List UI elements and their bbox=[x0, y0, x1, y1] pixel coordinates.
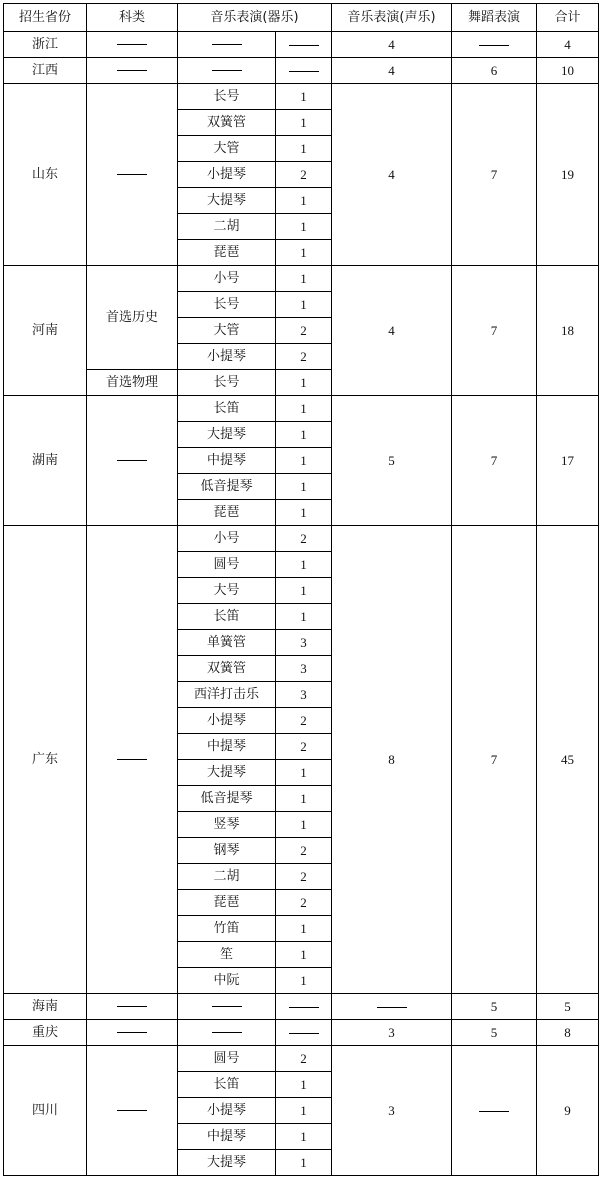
category-cell bbox=[87, 1020, 178, 1046]
dash-placeholder bbox=[117, 1032, 147, 1033]
table-body bbox=[4, 32, 599, 1176]
instrument-count-cell bbox=[276, 1020, 332, 1046]
total-cell: 10 bbox=[537, 58, 599, 84]
instrument-count-cell: 1 bbox=[276, 370, 332, 396]
dash-placeholder bbox=[289, 45, 319, 46]
table-row bbox=[4, 1046, 599, 1072]
instrument-cell: 大提琴 bbox=[178, 188, 276, 214]
instrument-cell: 小提琴 bbox=[178, 708, 276, 734]
instrument-cell: 大号 bbox=[178, 578, 276, 604]
instrument-cell: 中提琴 bbox=[178, 734, 276, 760]
header-dance: 舞蹈表演 bbox=[452, 4, 537, 32]
instrument-count-cell: 1 bbox=[276, 110, 332, 136]
instrument-count-cell: 2 bbox=[276, 1046, 332, 1072]
dance-cell: 5 bbox=[452, 1020, 537, 1046]
province-cell: 海南 bbox=[4, 994, 87, 1020]
instrument-count-cell: 1 bbox=[276, 1072, 332, 1098]
instrument-count-cell: 1 bbox=[276, 1124, 332, 1150]
total-cell: 18 bbox=[537, 266, 599, 396]
dance-cell bbox=[452, 1046, 537, 1176]
instrument-count-cell: 2 bbox=[276, 318, 332, 344]
instrument-cell: 竖琴 bbox=[178, 812, 276, 838]
instrument-count-cell bbox=[276, 32, 332, 58]
instrument-cell: 竹笛 bbox=[178, 916, 276, 942]
instrument-cell: 大管 bbox=[178, 136, 276, 162]
dance-cell: 7 bbox=[452, 266, 537, 396]
instrument-count-cell: 1 bbox=[276, 760, 332, 786]
header-total: 合计 bbox=[537, 4, 599, 32]
instrument-cell: 低音提琴 bbox=[178, 786, 276, 812]
instrument-cell: 二胡 bbox=[178, 214, 276, 240]
header-category: 科类 bbox=[87, 4, 178, 32]
dash-placeholder bbox=[212, 1006, 242, 1007]
instrument-count-cell: 1 bbox=[276, 942, 332, 968]
instrument-cell: 双簧管 bbox=[178, 110, 276, 136]
instrument-cell: 中阮 bbox=[178, 968, 276, 994]
instrument-count-cell: 1 bbox=[276, 292, 332, 318]
instrument-count-cell: 1 bbox=[276, 1150, 332, 1176]
instrument-cell: 小提琴 bbox=[178, 1098, 276, 1124]
category-cell bbox=[87, 32, 178, 58]
enrollment-quota-table bbox=[3, 3, 599, 1176]
instrument-count-cell: 1 bbox=[276, 188, 332, 214]
instrument-cell: 笙 bbox=[178, 942, 276, 968]
dash-placeholder bbox=[212, 44, 242, 45]
instrument-count-cell bbox=[276, 58, 332, 84]
vocal-cell: 4 bbox=[332, 84, 452, 266]
province-cell: 湖南 bbox=[4, 396, 87, 526]
dash-placeholder bbox=[117, 1006, 147, 1007]
header-province: 招生省份 bbox=[4, 4, 87, 32]
dash-placeholder bbox=[117, 460, 147, 461]
instrument-count-cell: 1 bbox=[276, 578, 332, 604]
dash-placeholder bbox=[479, 45, 509, 46]
table-row bbox=[4, 266, 599, 292]
instrument-cell: 长号 bbox=[178, 84, 276, 110]
province-cell: 浙江 bbox=[4, 32, 87, 58]
instrument-cell: 长号 bbox=[178, 370, 276, 396]
instrument-count-cell: 2 bbox=[276, 526, 332, 552]
instrument-cell: 低音提琴 bbox=[178, 474, 276, 500]
instrument-count-cell: 1 bbox=[276, 448, 332, 474]
header-instrumental: 音乐表演(器乐) bbox=[178, 4, 332, 32]
dash-placeholder bbox=[117, 44, 147, 45]
instrument-count-cell: 1 bbox=[276, 812, 332, 838]
dash-placeholder bbox=[479, 1111, 509, 1112]
table-row bbox=[4, 32, 599, 58]
instrument-count-cell: 2 bbox=[276, 890, 332, 916]
table-row bbox=[4, 994, 599, 1020]
instrument-count-cell: 3 bbox=[276, 682, 332, 708]
province-cell: 广东 bbox=[4, 526, 87, 994]
category-cell bbox=[87, 58, 178, 84]
instrument-cell bbox=[178, 32, 276, 58]
instrument-count-cell: 2 bbox=[276, 838, 332, 864]
instrument-count-cell: 1 bbox=[276, 214, 332, 240]
instrument-cell: 大提琴 bbox=[178, 422, 276, 448]
header-vocal: 音乐表演(声乐) bbox=[332, 4, 452, 32]
instrument-count-cell: 1 bbox=[276, 604, 332, 630]
instrument-count-cell: 3 bbox=[276, 656, 332, 682]
province-cell: 四川 bbox=[4, 1046, 87, 1176]
instrument-cell: 中提琴 bbox=[178, 1124, 276, 1150]
dash-placeholder bbox=[289, 71, 319, 72]
instrument-cell: 大提琴 bbox=[178, 760, 276, 786]
instrument-count-cell: 1 bbox=[276, 136, 332, 162]
instrument-cell: 长笛 bbox=[178, 1072, 276, 1098]
instrument-count-cell: 2 bbox=[276, 734, 332, 760]
instrument-count-cell: 3 bbox=[276, 630, 332, 656]
instrument-cell: 长笛 bbox=[178, 604, 276, 630]
province-cell: 山东 bbox=[4, 84, 87, 266]
total-cell: 8 bbox=[537, 1020, 599, 1046]
instrument-count-cell bbox=[276, 994, 332, 1020]
total-cell: 9 bbox=[537, 1046, 599, 1176]
dash-placeholder bbox=[212, 70, 242, 71]
vocal-cell: 3 bbox=[332, 1046, 452, 1176]
instrument-cell: 琵琶 bbox=[178, 500, 276, 526]
vocal-cell bbox=[332, 994, 452, 1020]
dash-placeholder bbox=[377, 1007, 407, 1008]
category-cell: 首选历史 bbox=[87, 266, 178, 370]
dash-placeholder bbox=[212, 1032, 242, 1033]
instrument-cell: 钢琴 bbox=[178, 838, 276, 864]
vocal-cell: 3 bbox=[332, 1020, 452, 1046]
vocal-cell: 5 bbox=[332, 396, 452, 526]
vocal-cell: 4 bbox=[332, 266, 452, 396]
category-cell bbox=[87, 526, 178, 994]
instrument-cell: 小号 bbox=[178, 526, 276, 552]
instrument-cell: 圆号 bbox=[178, 1046, 276, 1072]
instrument-cell: 大提琴 bbox=[178, 1150, 276, 1176]
category-cell bbox=[87, 994, 178, 1020]
instrument-count-cell: 1 bbox=[276, 474, 332, 500]
dash-placeholder bbox=[117, 174, 147, 175]
instrument-cell: 小提琴 bbox=[178, 344, 276, 370]
total-cell: 17 bbox=[537, 396, 599, 526]
instrument-cell: 小提琴 bbox=[178, 162, 276, 188]
instrument-count-cell: 2 bbox=[276, 162, 332, 188]
vocal-cell: 4 bbox=[332, 32, 452, 58]
instrument-count-cell: 1 bbox=[276, 552, 332, 578]
total-cell: 4 bbox=[537, 32, 599, 58]
dance-cell: 6 bbox=[452, 58, 537, 84]
instrument-count-cell: 1 bbox=[276, 84, 332, 110]
instrument-count-cell: 1 bbox=[276, 396, 332, 422]
dash-placeholder bbox=[117, 1110, 147, 1111]
category-cell bbox=[87, 84, 178, 266]
category-cell: 首选物理 bbox=[87, 370, 178, 396]
total-cell: 5 bbox=[537, 994, 599, 1020]
instrument-count-cell: 2 bbox=[276, 864, 332, 890]
instrument-cell: 双簧管 bbox=[178, 656, 276, 682]
dance-cell: 7 bbox=[452, 526, 537, 994]
table-row bbox=[4, 84, 599, 110]
instrument-cell: 单簧管 bbox=[178, 630, 276, 656]
dash-placeholder bbox=[289, 1007, 319, 1008]
instrument-cell: 长号 bbox=[178, 292, 276, 318]
dash-placeholder bbox=[117, 759, 147, 760]
province-cell: 江西 bbox=[4, 58, 87, 84]
instrument-count-cell: 2 bbox=[276, 344, 332, 370]
dance-cell bbox=[452, 32, 537, 58]
category-cell bbox=[87, 1046, 178, 1176]
table-row bbox=[4, 526, 599, 552]
instrument-cell: 琵琶 bbox=[178, 240, 276, 266]
instrument-cell: 圆号 bbox=[178, 552, 276, 578]
instrument-cell: 二胡 bbox=[178, 864, 276, 890]
vocal-cell: 8 bbox=[332, 526, 452, 994]
instrument-cell: 中提琴 bbox=[178, 448, 276, 474]
instrument-cell: 大管 bbox=[178, 318, 276, 344]
instrument-count-cell: 1 bbox=[276, 1098, 332, 1124]
instrument-cell bbox=[178, 1020, 276, 1046]
instrument-count-cell: 2 bbox=[276, 708, 332, 734]
instrument-count-cell: 1 bbox=[276, 916, 332, 942]
vocal-cell: 4 bbox=[332, 58, 452, 84]
total-cell: 19 bbox=[537, 84, 599, 266]
instrument-count-cell: 1 bbox=[276, 786, 332, 812]
instrument-count-cell: 1 bbox=[276, 422, 332, 448]
instrument-count-cell: 1 bbox=[276, 240, 332, 266]
instrument-cell: 小号 bbox=[178, 266, 276, 292]
table-row bbox=[4, 58, 599, 84]
table-row bbox=[4, 396, 599, 422]
instrument-cell: 西洋打击乐 bbox=[178, 682, 276, 708]
table-row bbox=[4, 1020, 599, 1046]
dash-placeholder bbox=[289, 1033, 319, 1034]
dance-cell: 7 bbox=[452, 396, 537, 526]
dance-cell: 7 bbox=[452, 84, 537, 266]
instrument-cell: 琵琶 bbox=[178, 890, 276, 916]
total-cell: 45 bbox=[537, 526, 599, 994]
instrument-count-cell: 1 bbox=[276, 266, 332, 292]
province-cell: 重庆 bbox=[4, 1020, 87, 1046]
header-row bbox=[4, 4, 599, 32]
instrument-count-cell: 1 bbox=[276, 968, 332, 994]
dance-cell: 5 bbox=[452, 994, 537, 1020]
province-cell: 河南 bbox=[4, 266, 87, 396]
category-cell bbox=[87, 396, 178, 526]
instrument-cell bbox=[178, 58, 276, 84]
instrument-cell bbox=[178, 994, 276, 1020]
dash-placeholder bbox=[117, 70, 147, 71]
instrument-cell: 长笛 bbox=[178, 396, 276, 422]
instrument-count-cell: 1 bbox=[276, 500, 332, 526]
